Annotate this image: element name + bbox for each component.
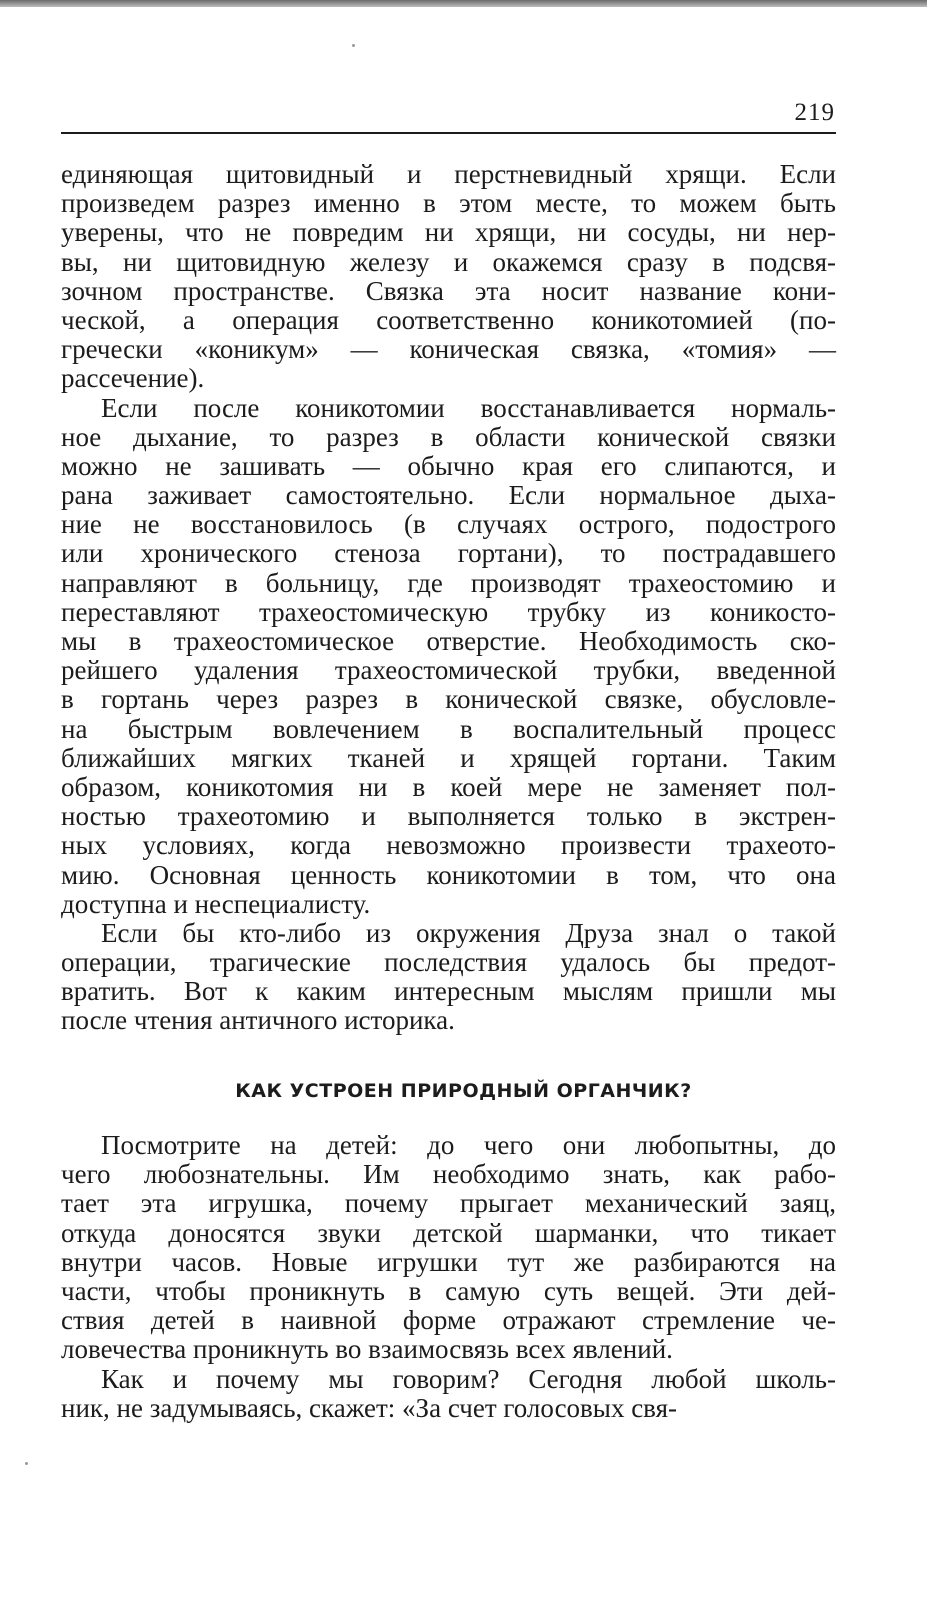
text-line: ник, не задумываясь, скажет: «За счет голосовых свя- (61, 1392, 677, 1423)
text-line: доступна и неспециалисту. (61, 888, 371, 919)
section-body-1 (61, 160, 836, 1036)
text-line: после чтения античного историка. (61, 1005, 455, 1036)
text-line: части, чтобы проникнуть в самую суть вещей. Эти дей- (61, 1275, 836, 1306)
text-line: внутри часов. Новые игрушки тут же разбираются на (61, 1246, 836, 1277)
text-line: Как и почему мы говорим? Сегодня любой школь- (101, 1363, 836, 1394)
text-line: мию. Основная ценность коникотомии в том, что она (61, 859, 836, 890)
text-line: мы в трахеостомическое отверстие. Необходимость ско- (61, 626, 836, 656)
text-line: рассечение). (61, 363, 205, 394)
section-heading: КАК УСТРОЕН ПРИРОДНЫЙ ОРГАНЧИК? (235, 1080, 692, 1102)
text-line: на быстрым вовлечением в воспалительный процесс (61, 713, 836, 744)
scan-top-edge (0, 0, 927, 7)
paragraph (61, 1131, 836, 1365)
text-line: можно не зашивать — обычно края его слипаются, и (61, 450, 836, 481)
text-line: операции, трагические последствия удалось бы предот- (61, 947, 836, 978)
page-number: 219 (794, 99, 835, 126)
text-line: ческой, а операция соответственно коникотомией (по- (61, 304, 836, 335)
text-line: ностью трахеотомию и выполняется только в экстрен- (61, 801, 836, 832)
text-line: гречески «коникум» — коническая связка, «томия» — (61, 334, 836, 365)
text-line: откуда доносятся звуки детской шарманки, что тикает (61, 1217, 836, 1248)
text-line: ное дыхание, то разрез в области конической связки (61, 421, 836, 452)
paragraph (61, 394, 836, 919)
text-line: направляют в больницу, где производят трахеостомию и (61, 567, 836, 598)
text-line: в гортань через разрез в конической связке, обусловле- (61, 684, 836, 715)
scan-speck (25, 1462, 28, 1465)
text-line: тает эта игрушка, почему прыгает механический заяц, (61, 1188, 836, 1219)
text-line: ствия детей в наивной форме отражают стремление че- (61, 1305, 836, 1336)
text-line: рейшего удаления трахеостомической трубки, введенной (61, 655, 836, 686)
text-line: ближайших мягких тканей и хрящей гортани. Таким (61, 742, 836, 773)
text-line: ние не восстановилось (в случаях острого, подострого (61, 509, 836, 540)
text-line: произведем разрез именно в этом месте, то можем быть (61, 188, 836, 219)
text-line: ловечества проникнуть во взаимосвязь всех явлений. (61, 1334, 673, 1365)
text-line: единяющая щитовидный и перстневидный хрящи. Если (61, 159, 836, 189)
section-body-2 (61, 1131, 836, 1423)
text-line: рана заживает самостоятельно. Если нормальное дыха- (61, 480, 836, 511)
text-line: чего любознательны. Им необходимо знать, как рабо- (61, 1159, 836, 1190)
text-line: Если после коникотомии восстанавливается нормаль- (101, 392, 836, 423)
text-line: переставляют трахеостомическую трубку из коникосто- (61, 596, 836, 627)
text-line: уверены, что не повредим ни хрящи, ни сосуды, ни нер- (61, 217, 836, 248)
text-line: зочном пространстве. Связка эта носит название кони- (61, 275, 836, 306)
text-line: Посмотрите на детей: до чего они любопытны, до (101, 1130, 836, 1160)
text-line: ных условиях, когда невозможно произвести трахеото- (61, 830, 836, 861)
paragraph (61, 919, 836, 1036)
paragraph (61, 1365, 836, 1423)
text-line: Если бы кто-либо из окружения Друза знал о такой (101, 917, 836, 948)
paragraph (61, 160, 836, 394)
text-line: вы, ни щитовидную железу и окажемся сразу в подсвя- (61, 246, 836, 277)
text-line: или хронического стеноза гортани), то пострадавшего (61, 538, 836, 569)
text-line: вратить. Вот к каким интересным мыслям пришли мы (61, 976, 836, 1007)
header-rule (61, 132, 836, 134)
scan-speck (352, 44, 355, 47)
text-line: образом, коникотомия ни в коей мере не заменяет пол- (61, 771, 836, 802)
